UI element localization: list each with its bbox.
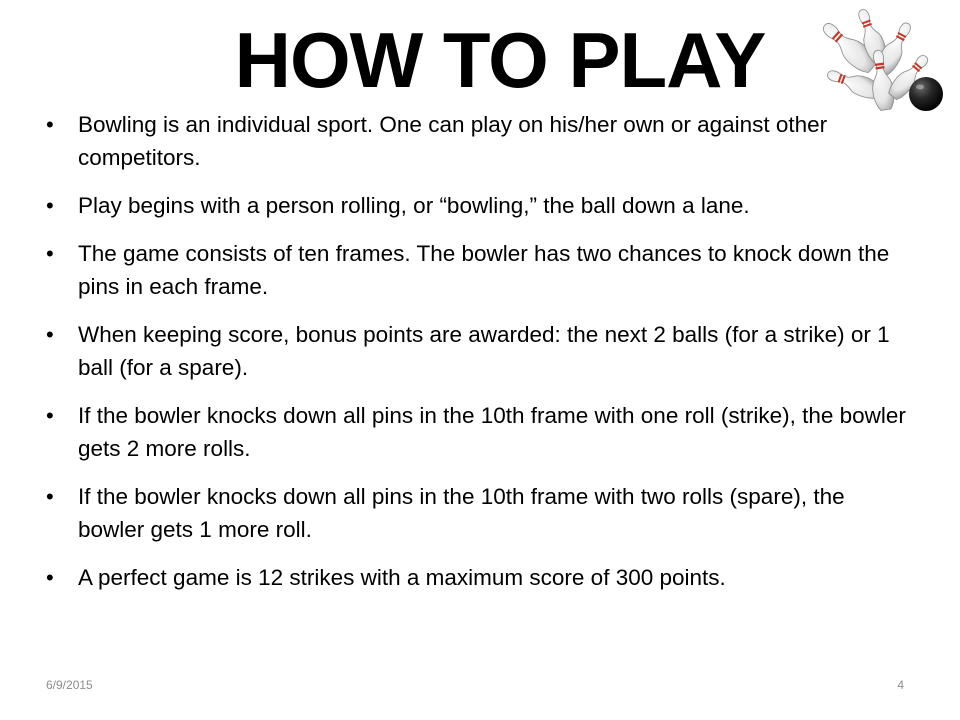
bullet-text: If the bowler knocks down all pins in the 10th frame with one roll (strike), the bowler gets 2 more rolls. bbox=[78, 403, 906, 461]
bullet-marker: • bbox=[46, 484, 54, 509]
bullet-text: Play begins with a person rolling, or “bowling,” the ball down a lane. bbox=[78, 193, 750, 218]
bullet-item bbox=[46, 108, 916, 174]
bullet-text: Bowling is an individual sport. One can play on his/her own or against other competitors. bbox=[78, 112, 828, 170]
bullet-item bbox=[46, 318, 916, 384]
bullet-marker: • bbox=[46, 403, 54, 428]
slide-title: HOW TO PLAY bbox=[234, 16, 766, 104]
bullet-list bbox=[46, 108, 916, 609]
bullet-item bbox=[46, 237, 916, 303]
bullet-item bbox=[46, 399, 916, 465]
bullet-text: If the bowler knocks down all pins in the 10th frame with two rolls (spare), the bowler gets 1 more roll. bbox=[78, 484, 845, 542]
bullet-text: A perfect game is 12 strikes with a maximum score of 300 points. bbox=[78, 565, 726, 590]
bullet-item bbox=[46, 480, 916, 546]
bullet-text: The game consists of ten frames. The bowler has two chances to knock down the pins in each frame. bbox=[78, 241, 890, 299]
bullet-marker: • bbox=[46, 193, 54, 218]
bullet-text: When keeping score, bonus points are awarded: the next 2 balls (for a strike) or 1 ball (for a spare). bbox=[78, 322, 890, 380]
bullet-marker: • bbox=[46, 565, 54, 590]
bullet-marker: • bbox=[46, 112, 54, 137]
bullet-marker: • bbox=[46, 322, 54, 347]
slide-number: 4 bbox=[897, 678, 904, 692]
bullet-marker: • bbox=[46, 241, 54, 266]
bullet-item bbox=[46, 189, 916, 222]
footer-date: 6/9/2015 bbox=[46, 678, 93, 692]
bullet-item bbox=[46, 561, 916, 594]
